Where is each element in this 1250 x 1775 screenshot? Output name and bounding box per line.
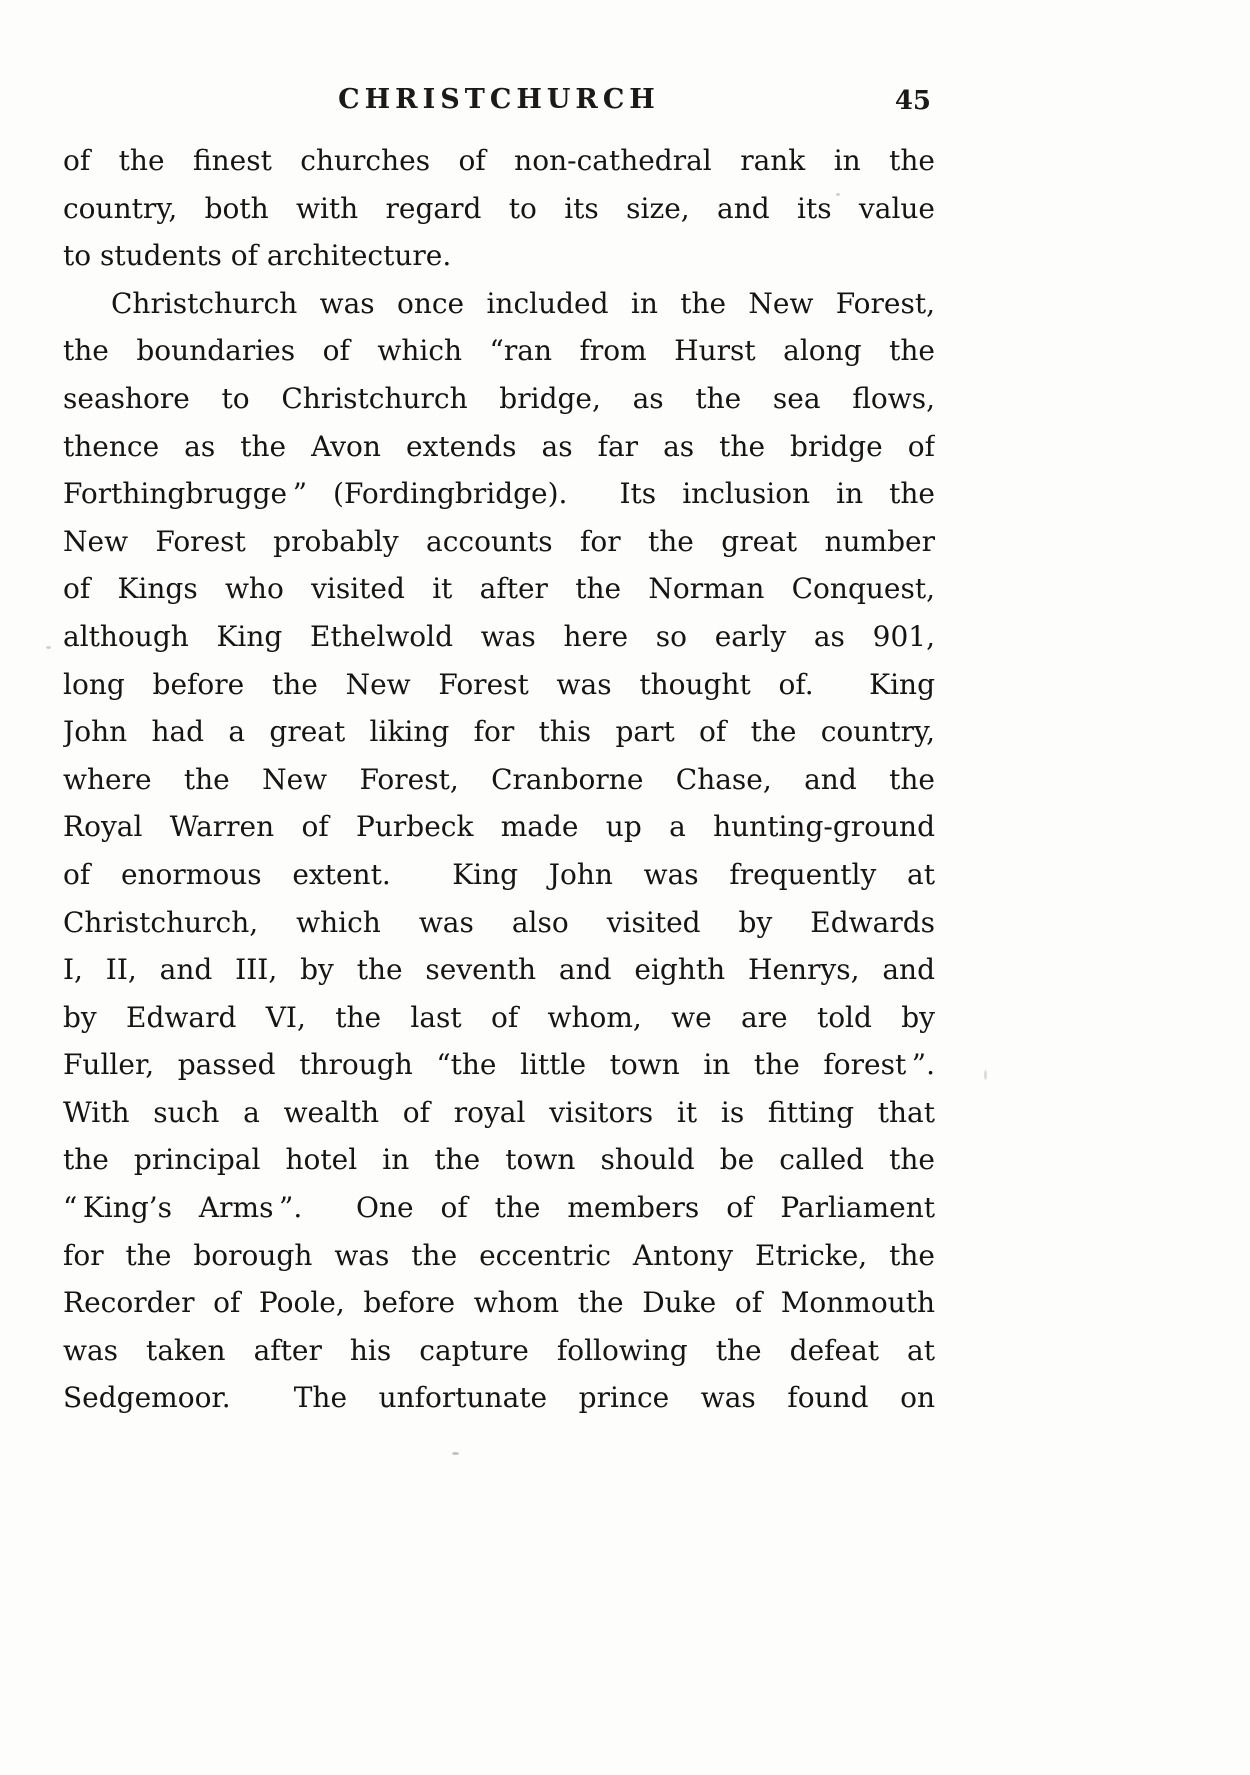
text-line: the principal hotel in the town should be called the bbox=[63, 1143, 935, 1177]
text-block bbox=[63, 137, 935, 1422]
text-line: Royal Warren of Purbeck made up a hunting-ground bbox=[63, 810, 935, 844]
text-line: Christchurch, which was also visited by Edwards bbox=[63, 905, 935, 939]
text-line: Recorder of Poole, before whom the Duke of Monmouth bbox=[63, 1286, 935, 1320]
paragraph-new-forest bbox=[63, 280, 935, 1422]
text-line: Fuller, passed through “the little town in the forest ”. bbox=[63, 1048, 935, 1082]
text-line: John had a great liking for this part of the country, bbox=[63, 715, 935, 749]
text-line: “ King’s Arms ”. One of the members of Parliament bbox=[63, 1191, 935, 1225]
page-header bbox=[63, 84, 935, 124]
text-line: Christchurch was once included in the New Forest, bbox=[111, 286, 935, 320]
text-line: long before the New Forest was thought of. King bbox=[63, 667, 935, 701]
text-line: for the borough was the eccentric Antony Etricke, the bbox=[63, 1238, 935, 1272]
text-line: New Forest probably accounts for the great number bbox=[63, 524, 935, 558]
scan-speck bbox=[452, 1452, 459, 1455]
paragraph-continued bbox=[63, 137, 935, 280]
text-line: of Kings who visited it after the Norman Conquest, bbox=[63, 572, 935, 606]
text-line: With such a wealth of royal visitors it is fitting that bbox=[63, 1095, 935, 1129]
text-line: country, both with regard to its size, and its value bbox=[63, 191, 935, 225]
text-line: Sedgemoor. The unfortunate prince was found on bbox=[63, 1381, 935, 1415]
text-line: thence as the Avon extends as far as the bridge of bbox=[63, 429, 935, 463]
text-line: to students of architecture. bbox=[63, 239, 452, 273]
scan-speck bbox=[836, 193, 840, 196]
text-line: although King Ethelwold was here so early as 901, bbox=[63, 619, 935, 653]
page-number: 45 bbox=[894, 86, 931, 116]
text-line: of the finest churches of non-cathedral rank in the bbox=[63, 144, 935, 177]
scan-speck bbox=[984, 1070, 987, 1080]
text-line: Forthingbrugge ” (Fordingbridge). Its inclusion in the bbox=[63, 477, 935, 511]
text-line: I, II, and III, by the seventh and eighth Henrys, and bbox=[63, 953, 935, 987]
text-line: was taken after his capture following the defeat at bbox=[63, 1333, 935, 1367]
scan-speck bbox=[46, 646, 51, 649]
running-title: CHRISTCHURCH bbox=[338, 84, 660, 115]
text-line: of enormous extent. King John was frequently at bbox=[63, 857, 935, 891]
text-line: by Edward VI, the last of whom, we are told by bbox=[63, 1000, 935, 1034]
text-line: seashore to Christchurch bridge, as the sea flows, bbox=[63, 381, 935, 415]
text-line: the boundaries of which “ran from Hurst along the bbox=[63, 334, 935, 368]
text-line: where the New Forest, Cranborne Chase, and the bbox=[63, 762, 935, 796]
